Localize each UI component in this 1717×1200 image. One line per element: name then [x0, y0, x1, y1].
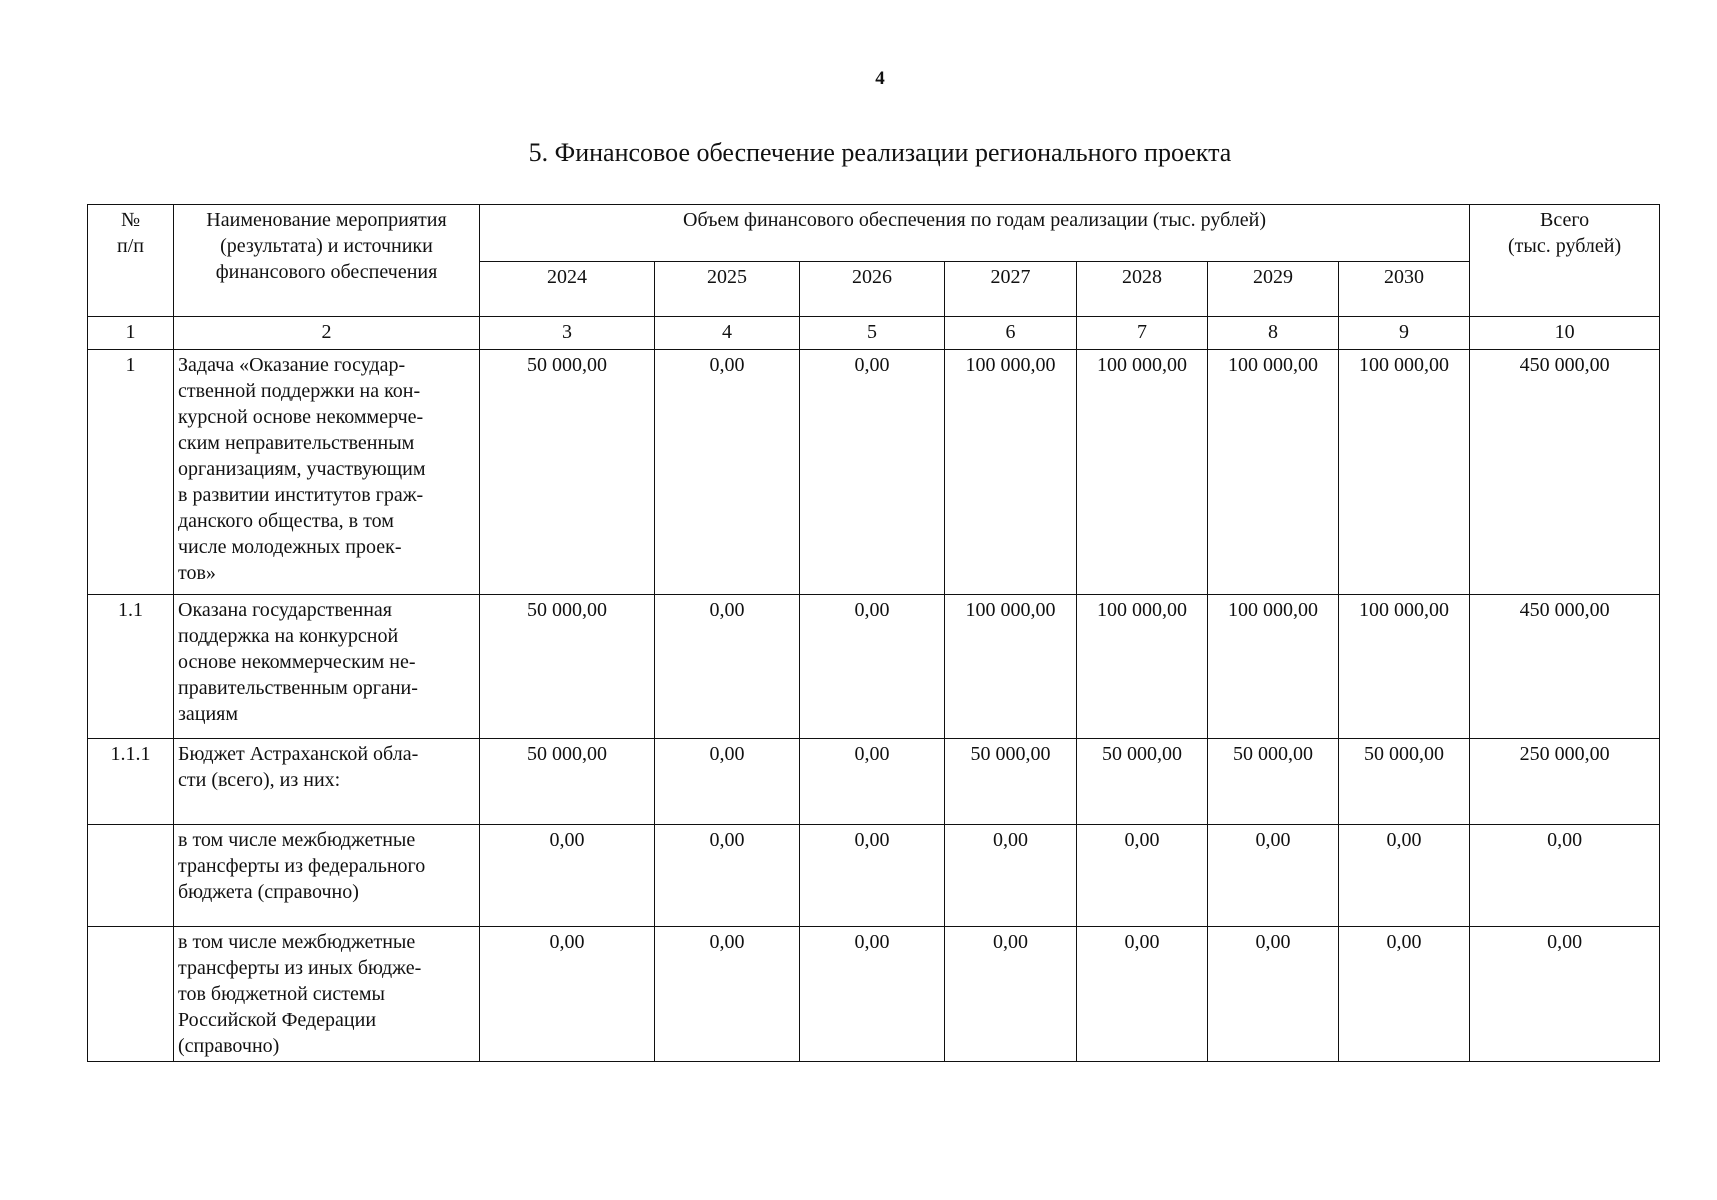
year-value: 0,00: [655, 927, 800, 1062]
year-value: 0,00: [1208, 927, 1339, 1062]
year-value: 50 000,00: [480, 595, 655, 739]
year-value: 0,00: [1208, 825, 1339, 927]
column-number: 8: [1208, 317, 1339, 350]
row-name: Задача «Оказание государ- ственной поддержки на кон- курсной основе некоммерче- ским неправительственным организациям, участвующим в развитии институтов граж- данского общества, в том числе молодежных проек- тов»: [174, 350, 480, 595]
table-row: [88, 739, 1660, 825]
year-value: 100 000,00: [1208, 350, 1339, 595]
year-value: 0,00: [800, 595, 945, 739]
year-value: 50 000,00: [1208, 739, 1339, 825]
header-num: [88, 205, 174, 317]
year-header: 2030: [1339, 262, 1470, 317]
year-value: 0,00: [1339, 825, 1470, 927]
table-row: [88, 825, 1660, 927]
page-number: 4: [875, 68, 885, 89]
year-value: 50 000,00: [945, 739, 1077, 825]
year-value: 0,00: [480, 927, 655, 1062]
year-value: 0,00: [800, 927, 945, 1062]
year-value: 100 000,00: [1077, 595, 1208, 739]
year-header: 2028: [1077, 262, 1208, 317]
year-header: 2027: [945, 262, 1077, 317]
header-total: [1470, 205, 1660, 317]
header-name-label: Наименование мероприятия (результата) и источники финансового обеспечения: [206, 209, 447, 283]
header-num-label: № п/п: [117, 209, 144, 257]
year-value: 0,00: [945, 825, 1077, 927]
row-number: 1.1.1: [88, 739, 174, 825]
row-number: 1.1: [88, 595, 174, 739]
table-row: [88, 350, 1660, 595]
year-value: 0,00: [1077, 927, 1208, 1062]
year-value: 50 000,00: [480, 739, 655, 825]
year-value: 100 000,00: [1339, 350, 1470, 595]
row-name: в том числе межбюджетные трансферты из федерального бюджета (справочно): [174, 825, 480, 927]
total-value: 0,00: [1470, 825, 1660, 927]
column-number: 3: [480, 317, 655, 350]
year-value: 0,00: [480, 825, 655, 927]
year-value: 100 000,00: [1077, 350, 1208, 595]
year-header: 2024: [480, 262, 655, 317]
column-number: 2: [174, 317, 480, 350]
row-number: [88, 825, 174, 927]
year-header: 2026: [800, 262, 945, 317]
year-value: 100 000,00: [945, 595, 1077, 739]
column-numbers-row: [88, 317, 1660, 350]
year-value: 0,00: [945, 927, 1077, 1062]
header-volume: [480, 205, 1470, 262]
year-value: 0,00: [1339, 927, 1470, 1062]
year-value: 0,00: [800, 825, 945, 927]
year-value: 0,00: [800, 350, 945, 595]
row-name: в том числе межбюджетные трансферты из иных бюдже- тов бюджетной системы Российской Федерации (справочно): [174, 927, 480, 1062]
column-number: 9: [1339, 317, 1470, 350]
column-number: 5: [800, 317, 945, 350]
year-value: 50 000,00: [480, 350, 655, 595]
column-number: 10: [1470, 317, 1660, 350]
total-value: 250 000,00: [1470, 739, 1660, 825]
header-volume-label: Объем финансового обеспечения по годам реализации (тыс. рублей): [683, 209, 1267, 231]
year-value: 50 000,00: [1077, 739, 1208, 825]
row-number: 1: [88, 350, 174, 595]
year-value: 0,00: [800, 739, 945, 825]
header-total-label: Всего (тыс. рублей): [1508, 209, 1622, 257]
year-value: 0,00: [655, 739, 800, 825]
year-value: 100 000,00: [1339, 595, 1470, 739]
year-value: 0,00: [1077, 825, 1208, 927]
year-value: 100 000,00: [945, 350, 1077, 595]
total-value: 450 000,00: [1470, 595, 1660, 739]
total-value: 450 000,00: [1470, 350, 1660, 595]
year-value: 50 000,00: [1339, 739, 1470, 825]
row-number: [88, 927, 174, 1062]
column-number: 1: [88, 317, 174, 350]
year-header: 2029: [1208, 262, 1339, 317]
year-value: 100 000,00: [1208, 595, 1339, 739]
column-number: 7: [1077, 317, 1208, 350]
year-header: 2025: [655, 262, 800, 317]
header-row: [88, 205, 1660, 262]
year-value: 0,00: [655, 350, 800, 595]
row-name: Оказана государственная поддержка на конкурсной основе некоммерческим не- правительственным органи- зациям: [174, 595, 480, 739]
financing-table: [87, 204, 1660, 1062]
year-value: 0,00: [655, 595, 800, 739]
column-number: 4: [655, 317, 800, 350]
total-value: 0,00: [1470, 927, 1660, 1062]
year-value: 0,00: [655, 825, 800, 927]
row-name: Бюджет Астраханской обла- сти (всего), из них:: [174, 739, 480, 825]
section-title: 5. Финансовое обеспечение реализации регионального проекта: [528, 138, 1232, 167]
table-row: [88, 595, 1660, 739]
table-row: [88, 927, 1660, 1062]
header-name: [174, 205, 480, 317]
column-number: 6: [945, 317, 1077, 350]
